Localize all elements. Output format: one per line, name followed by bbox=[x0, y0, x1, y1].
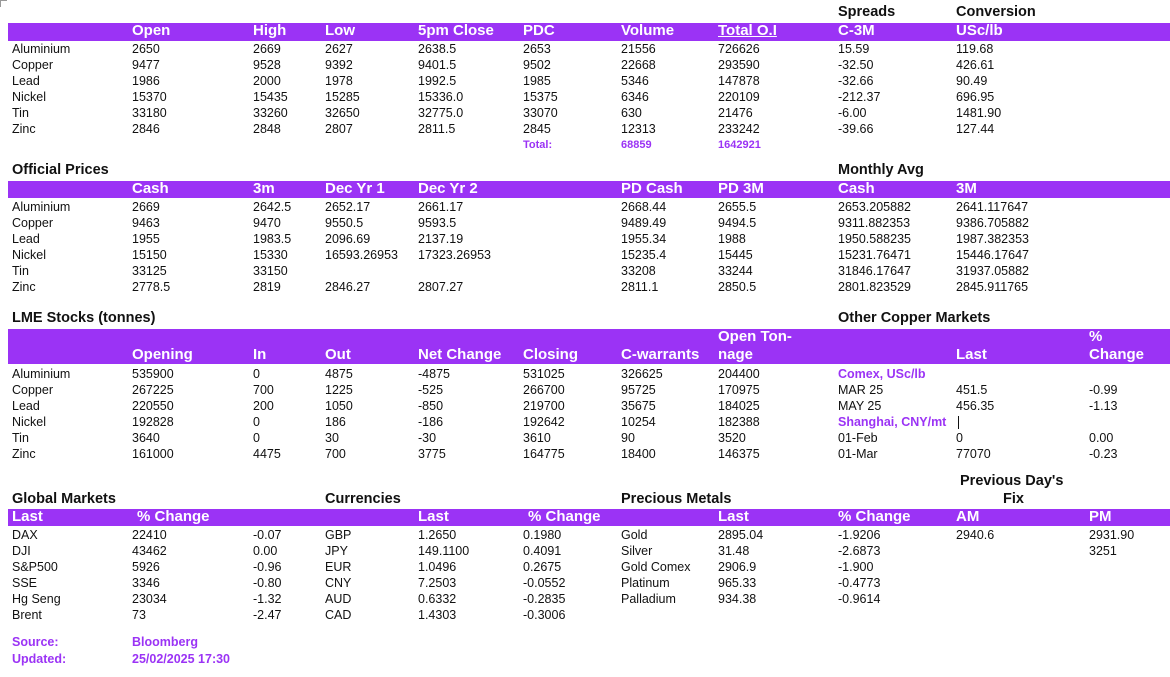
metal-name: Nickel bbox=[12, 90, 47, 104]
global-markets-title: Global Markets bbox=[12, 491, 116, 507]
table-cell: 33208 bbox=[621, 264, 656, 278]
table-cell: 9502 bbox=[523, 58, 551, 72]
bottom-col-header: % Change bbox=[137, 508, 210, 525]
table-cell: 22668 bbox=[621, 58, 656, 72]
stocks-col-header: Out bbox=[325, 346, 351, 363]
bottom-col-header: PM bbox=[1089, 508, 1112, 525]
market-name: DAX bbox=[12, 528, 38, 542]
table-cell: 326625 bbox=[621, 367, 663, 381]
table-cell: 01-Feb bbox=[838, 431, 878, 445]
table-cell: 531025 bbox=[523, 367, 565, 381]
top-col-header: High bbox=[253, 22, 287, 39]
table-cell: 1985 bbox=[523, 74, 551, 88]
table-cell: 161000 bbox=[132, 447, 174, 461]
table-cell: 0.4091 bbox=[523, 544, 562, 558]
table-cell: 21556 bbox=[621, 42, 656, 56]
market-name: Hg Seng bbox=[12, 592, 61, 606]
table-cell: 0.00 bbox=[1089, 431, 1114, 445]
metal-name: Zinc bbox=[12, 122, 36, 136]
table-cell: 0 bbox=[253, 367, 260, 381]
table-cell: 33244 bbox=[718, 264, 753, 278]
table-cell: 77070 bbox=[956, 447, 991, 461]
table-cell: 233242 bbox=[718, 122, 760, 136]
market-name: DJI bbox=[12, 544, 31, 558]
official-prices-title: Official Prices bbox=[12, 162, 109, 178]
metal-name: Aluminium bbox=[12, 42, 71, 56]
top-col-header: Volume bbox=[621, 22, 675, 39]
table-cell: 0 bbox=[253, 431, 260, 445]
table-cell: MAR 25 bbox=[838, 383, 884, 397]
table-cell: 1950.588235 bbox=[838, 232, 911, 246]
market-name: SSE bbox=[12, 576, 38, 590]
table-cell: -1.13 bbox=[1089, 399, 1118, 413]
metal-name: Tin bbox=[12, 264, 29, 278]
currency-name: CAD bbox=[325, 608, 352, 622]
table-cell: 33125 bbox=[132, 264, 167, 278]
table-cell: 9528 bbox=[253, 58, 281, 72]
table-cell: 2096.69 bbox=[325, 232, 371, 246]
top-col-header: Low bbox=[325, 22, 355, 39]
stocks-col-header: nage bbox=[718, 346, 754, 363]
table-cell: 15150 bbox=[132, 248, 167, 262]
table-cell: 2653 bbox=[523, 42, 551, 56]
table-cell: 15445 bbox=[718, 248, 753, 262]
table-cell: 9311.882353 bbox=[838, 216, 911, 230]
table-cell: 22410 bbox=[132, 528, 167, 542]
table-cell: -6.00 bbox=[838, 106, 867, 120]
table-cell: 12313 bbox=[621, 122, 656, 136]
text-caret bbox=[958, 416, 959, 429]
table-cell: 192642 bbox=[523, 415, 565, 429]
table-cell: 15370 bbox=[132, 90, 167, 104]
fix-title-line2: Fix bbox=[1003, 491, 1024, 507]
metal-name: Platinum bbox=[621, 576, 670, 590]
table-cell: 90 bbox=[621, 431, 635, 445]
table-cell: 456.35 bbox=[956, 399, 995, 413]
table-cell: 15235.4 bbox=[621, 248, 667, 262]
table-cell: 2642.5 bbox=[253, 200, 292, 214]
metal-name: Lead bbox=[12, 74, 40, 88]
official-col-header: PD Cash bbox=[621, 180, 683, 197]
currency-name: CNY bbox=[325, 576, 352, 590]
table-cell: -525 bbox=[418, 383, 444, 397]
table-cell: 15446.17647 bbox=[956, 248, 1029, 262]
table-cell: -0.4773 bbox=[838, 576, 881, 590]
stocks-col-header: Open Ton- bbox=[718, 328, 792, 345]
stocks-col-header: In bbox=[253, 346, 267, 363]
table-cell: 149.1100 bbox=[418, 544, 470, 558]
table-cell: 2895.04 bbox=[718, 528, 764, 542]
table-cell: 17323.26953 bbox=[418, 248, 491, 262]
table-cell: 32650 bbox=[325, 106, 360, 120]
table-cell: 1.2650 bbox=[418, 528, 457, 542]
metal-name: Lead bbox=[12, 232, 40, 246]
table-cell: 31.48 bbox=[718, 544, 750, 558]
table-cell: 2931.90 bbox=[1089, 528, 1135, 542]
table-cell: 700 bbox=[253, 383, 274, 397]
table-cell: -186 bbox=[418, 415, 444, 429]
table-cell: 2811.5 bbox=[418, 122, 456, 136]
table-cell: -0.0552 bbox=[523, 576, 566, 590]
table-cell: 31937.05882 bbox=[956, 264, 1029, 278]
metal-name: Silver bbox=[621, 544, 653, 558]
table-cell: MAY 25 bbox=[838, 399, 882, 413]
table-cell: 1050 bbox=[325, 399, 353, 413]
official-col-header: 3m bbox=[253, 180, 275, 197]
table-cell: 9550.5 bbox=[325, 216, 364, 230]
stocks-col-header: Closing bbox=[523, 346, 578, 363]
metal-name: Copper bbox=[12, 383, 53, 397]
table-cell: 2940.6 bbox=[956, 528, 995, 542]
table-cell: 2850.5 bbox=[718, 280, 757, 294]
table-cell: -850 bbox=[418, 399, 444, 413]
bottom-col-header: Last bbox=[718, 508, 749, 525]
table-cell: 15285 bbox=[325, 90, 360, 104]
table-cell: 43462 bbox=[132, 544, 167, 558]
table-cell: 9463 bbox=[132, 216, 160, 230]
bottom-col-header: AM bbox=[956, 508, 980, 525]
table-cell: 9392 bbox=[325, 58, 353, 72]
table-cell: 2669 bbox=[132, 200, 160, 214]
table-cell: -0.2835 bbox=[523, 592, 566, 606]
table-cell: 164775 bbox=[523, 447, 565, 461]
table-cell: 1992.5 bbox=[418, 74, 457, 88]
table-cell: 2845.911765 bbox=[956, 280, 1029, 294]
table-cell: 30 bbox=[325, 431, 339, 445]
table-cell: 2655.5 bbox=[718, 200, 757, 214]
updated-value: 25/02/2025 17:30 bbox=[132, 652, 231, 666]
table-cell: 3640 bbox=[132, 431, 160, 445]
currencies-title: Currencies bbox=[325, 491, 401, 507]
table-cell: 73 bbox=[132, 608, 146, 622]
lme-stocks-title: LME Stocks (tonnes) bbox=[12, 310, 156, 326]
table-cell: 1978 bbox=[325, 74, 353, 88]
table-cell: 2848 bbox=[253, 122, 281, 136]
official-col-header: Cash bbox=[132, 180, 169, 197]
table-cell: 3610 bbox=[523, 431, 551, 445]
stocks-col-header: Opening bbox=[132, 346, 193, 363]
table-cell: 2906.9 bbox=[718, 560, 757, 574]
table-cell: 426.61 bbox=[956, 58, 995, 72]
table-cell: -0.80 bbox=[253, 576, 282, 590]
table-cell: 33070 bbox=[523, 106, 558, 120]
currency-name: EUR bbox=[325, 560, 352, 574]
table-cell: 2669 bbox=[253, 42, 281, 56]
stocks-col-header: C-warrants bbox=[621, 346, 700, 363]
metal-name: Copper bbox=[12, 216, 53, 230]
metal-name: Gold bbox=[621, 528, 648, 542]
stocks-col-header: Net Change bbox=[418, 346, 502, 363]
table-cell: 4475 bbox=[253, 447, 281, 461]
table-cell: 1987.382353 bbox=[956, 232, 1029, 246]
table-cell: -4875 bbox=[418, 367, 450, 381]
metal-name: Lead bbox=[12, 399, 40, 413]
table-cell: 119.68 bbox=[956, 42, 994, 56]
table-cell: 15330 bbox=[253, 248, 288, 262]
table-cell: 2641.117647 bbox=[956, 200, 1029, 214]
table-cell: 192828 bbox=[132, 415, 174, 429]
table-cell: 9489.49 bbox=[621, 216, 667, 230]
metal-name: Tin bbox=[12, 106, 29, 120]
table-cell: 696.95 bbox=[956, 90, 995, 104]
table-cell: 2652.17 bbox=[325, 200, 371, 214]
table-cell: 146375 bbox=[718, 447, 760, 461]
table-cell: 220550 bbox=[132, 399, 174, 413]
table-cell: 451.5 bbox=[956, 383, 988, 397]
table-cell: -0.99 bbox=[1089, 383, 1118, 397]
table-cell: 293590 bbox=[718, 58, 760, 72]
currency-name: AUD bbox=[325, 592, 352, 606]
table-cell: 32775.0 bbox=[418, 106, 464, 120]
table-cell: -2.6873 bbox=[838, 544, 881, 558]
table-cell: 219700 bbox=[523, 399, 565, 413]
table-cell: 186 bbox=[325, 415, 346, 429]
table-cell: 2807 bbox=[325, 122, 353, 136]
table-cell: 2661.17 bbox=[418, 200, 464, 214]
currency-name: GBP bbox=[325, 528, 352, 542]
table-cell: -0.07 bbox=[253, 528, 282, 542]
other-copper-title: Other Copper Markets bbox=[838, 310, 991, 326]
table-cell: 0 bbox=[253, 415, 260, 429]
updated-label: Updated: bbox=[12, 652, 67, 666]
table-cell: 33150 bbox=[253, 264, 288, 278]
table-cell: 15.59 bbox=[838, 42, 870, 56]
table-cell: 2819 bbox=[253, 280, 281, 294]
top-col-header: 5pm Close bbox=[418, 22, 494, 39]
official-header-bar bbox=[8, 181, 1170, 198]
source-value: Bloomberg bbox=[132, 635, 198, 649]
table-cell: 266700 bbox=[523, 383, 565, 397]
table-cell: 10254 bbox=[621, 415, 656, 429]
table-cell: 630 bbox=[621, 106, 642, 120]
table-cell: 700 bbox=[325, 447, 346, 461]
bottom-col-header: % Change bbox=[838, 508, 911, 525]
table-cell: 3520 bbox=[718, 431, 746, 445]
table-cell: 2807.27 bbox=[418, 280, 464, 294]
table-cell: 220109 bbox=[718, 90, 760, 104]
table-cell: 33180 bbox=[132, 106, 167, 120]
bottom-col-header: Last bbox=[418, 508, 449, 525]
metal-name: Nickel bbox=[12, 415, 47, 429]
table-cell: -0.9614 bbox=[838, 592, 881, 606]
table-cell: 15435 bbox=[253, 90, 288, 104]
table-cell: 1.0496 bbox=[418, 560, 457, 574]
metal-name: Gold Comex bbox=[621, 560, 691, 574]
currency-name: JPY bbox=[325, 544, 348, 558]
table-cell: 33260 bbox=[253, 106, 288, 120]
metal-name: Aluminium bbox=[12, 367, 71, 381]
table-cell: 1955.34 bbox=[621, 232, 667, 246]
table-cell: 1.4303 bbox=[418, 608, 457, 622]
metal-name: Zinc bbox=[12, 447, 36, 461]
table-cell: 2778.5 bbox=[132, 280, 171, 294]
table-cell: 15231.76471 bbox=[838, 248, 911, 262]
table-cell: 15375 bbox=[523, 90, 558, 104]
table-cell: 1988 bbox=[718, 232, 746, 246]
official-col-header: Cash bbox=[838, 180, 875, 197]
table-cell: 6346 bbox=[621, 90, 649, 104]
table-cell: 0.6332 bbox=[418, 592, 457, 606]
stocks-col-header: Change bbox=[1089, 346, 1145, 363]
table-cell: 182388 bbox=[718, 415, 760, 429]
metal-name: Nickel bbox=[12, 248, 47, 262]
table-cell: 7.2503 bbox=[418, 576, 457, 590]
table-cell: 4875 bbox=[325, 367, 353, 381]
table-cell: 21476 bbox=[718, 106, 753, 120]
table-cell: 127.44 bbox=[956, 122, 995, 136]
table-cell: 35675 bbox=[621, 399, 656, 413]
top-col-header: PDC bbox=[523, 22, 555, 39]
spreads-group-title: Spreads bbox=[838, 4, 896, 20]
table-cell: 3775 bbox=[418, 447, 446, 461]
fix-title-line1: Previous Day's bbox=[960, 473, 1064, 489]
table-cell: 0 bbox=[956, 431, 963, 445]
table-cell: 200 bbox=[253, 399, 274, 413]
official-col-header: 3M bbox=[956, 180, 977, 197]
table-cell: 0.1980 bbox=[523, 528, 562, 542]
table-cell: 726626 bbox=[718, 42, 760, 56]
table-cell: 2627 bbox=[325, 42, 353, 56]
metal-name: Zinc bbox=[12, 280, 36, 294]
table-cell: 934.38 bbox=[718, 592, 757, 606]
table-cell: -1.32 bbox=[253, 592, 282, 606]
top-col-header: Open bbox=[132, 22, 171, 39]
table-cell: 147878 bbox=[718, 74, 760, 88]
table-cell: 5346 bbox=[621, 74, 649, 88]
metal-name: Tin bbox=[12, 431, 29, 445]
table-cell: 267225 bbox=[132, 383, 174, 397]
table-cell: 01-Mar bbox=[838, 447, 878, 461]
stocks-col-header: % bbox=[1089, 328, 1103, 345]
table-cell: -32.50 bbox=[838, 58, 874, 72]
table-cell: -30 bbox=[418, 431, 437, 445]
table-cell: -2.47 bbox=[253, 608, 282, 622]
table-cell: 2668.44 bbox=[621, 200, 667, 214]
market-subheader: Shanghai, CNY/mt bbox=[838, 415, 947, 429]
top-col-header: C-3M bbox=[838, 22, 875, 39]
table-cell: 535900 bbox=[132, 367, 174, 381]
total-oi: 1642921 bbox=[718, 139, 761, 151]
table-cell: -0.23 bbox=[1089, 447, 1118, 461]
table-cell: 16593.26953 bbox=[325, 248, 398, 262]
metal-name: Aluminium bbox=[12, 200, 71, 214]
official-col-header: PD 3M bbox=[718, 180, 764, 197]
table-cell: 9470 bbox=[253, 216, 281, 230]
official-col-header: Dec Yr 2 bbox=[418, 180, 478, 197]
metal-name: Copper bbox=[12, 58, 53, 72]
table-cell: 2000 bbox=[253, 74, 281, 88]
table-cell: 0.2675 bbox=[523, 560, 562, 574]
table-cell: 2845 bbox=[523, 122, 551, 136]
table-cell: 2846.27 bbox=[325, 280, 371, 294]
table-cell: 31846.17647 bbox=[838, 264, 911, 278]
table-cell: 95725 bbox=[621, 383, 656, 397]
total-label: Total: bbox=[523, 139, 553, 151]
table-cell: 170975 bbox=[718, 383, 760, 397]
table-cell: -212.37 bbox=[838, 90, 881, 104]
market-name: S&P500 bbox=[12, 560, 58, 574]
market-subheader: Comex, USc/lb bbox=[838, 367, 926, 381]
table-cell: 2846 bbox=[132, 122, 160, 136]
source-label: Source: bbox=[12, 635, 59, 649]
table-cell: -0.3006 bbox=[523, 608, 566, 622]
table-cell: 2638.5 bbox=[418, 42, 457, 56]
table-cell: -0.96 bbox=[253, 560, 282, 574]
table-cell: 204400 bbox=[718, 367, 760, 381]
table-cell: 1225 bbox=[325, 383, 353, 397]
table-cell: 3346 bbox=[132, 576, 160, 590]
table-cell: 90.49 bbox=[956, 74, 988, 88]
top-col-header: Total O.I bbox=[718, 22, 777, 39]
table-cell: 184025 bbox=[718, 399, 760, 413]
table-cell: 15336.0 bbox=[418, 90, 464, 104]
corner-mark bbox=[0, 0, 7, 7]
table-cell: -1.9206 bbox=[838, 528, 881, 542]
bottom-col-header: % Change bbox=[528, 508, 601, 525]
metal-name: Palladium bbox=[621, 592, 676, 606]
table-cell: 1983.5 bbox=[253, 232, 292, 246]
official-col-header: Dec Yr 1 bbox=[325, 180, 385, 197]
table-cell: 1986 bbox=[132, 74, 160, 88]
stocks-col-header: Last bbox=[956, 346, 987, 363]
table-cell: 18400 bbox=[621, 447, 656, 461]
table-cell: 2811.1 bbox=[621, 280, 659, 294]
table-cell: -1.900 bbox=[838, 560, 874, 574]
table-cell: 9593.5 bbox=[418, 216, 457, 230]
table-cell: 2137.19 bbox=[418, 232, 464, 246]
table-cell: 965.33 bbox=[718, 576, 757, 590]
table-cell: 9386.705882 bbox=[956, 216, 1029, 230]
table-cell: 1955 bbox=[132, 232, 160, 246]
table-cell: 1481.90 bbox=[956, 106, 1002, 120]
market-name: Brent bbox=[12, 608, 42, 622]
table-cell: 2801.823529 bbox=[838, 280, 911, 294]
table-cell: 2650 bbox=[132, 42, 160, 56]
table-cell: 23034 bbox=[132, 592, 167, 606]
top-col-header: USc/lb bbox=[956, 22, 1003, 39]
table-cell: 9477 bbox=[132, 58, 160, 72]
total-volume: 68859 bbox=[621, 139, 652, 151]
table-cell: 5926 bbox=[132, 560, 160, 574]
table-cell: -32.66 bbox=[838, 74, 874, 88]
table-cell: 3251 bbox=[1089, 544, 1117, 558]
monthly-avg-title: Monthly Avg bbox=[838, 162, 924, 178]
table-cell: -39.66 bbox=[838, 122, 874, 136]
table-cell: 0.00 bbox=[253, 544, 278, 558]
bottom-col-header: Last bbox=[12, 508, 43, 525]
table-cell: 9494.5 bbox=[718, 216, 757, 230]
table-cell: 2653.205882 bbox=[838, 200, 911, 214]
precious-metals-title: Precious Metals bbox=[621, 491, 732, 507]
conversion-group-title: Conversion bbox=[956, 4, 1036, 20]
table-cell: 9401.5 bbox=[418, 58, 457, 72]
